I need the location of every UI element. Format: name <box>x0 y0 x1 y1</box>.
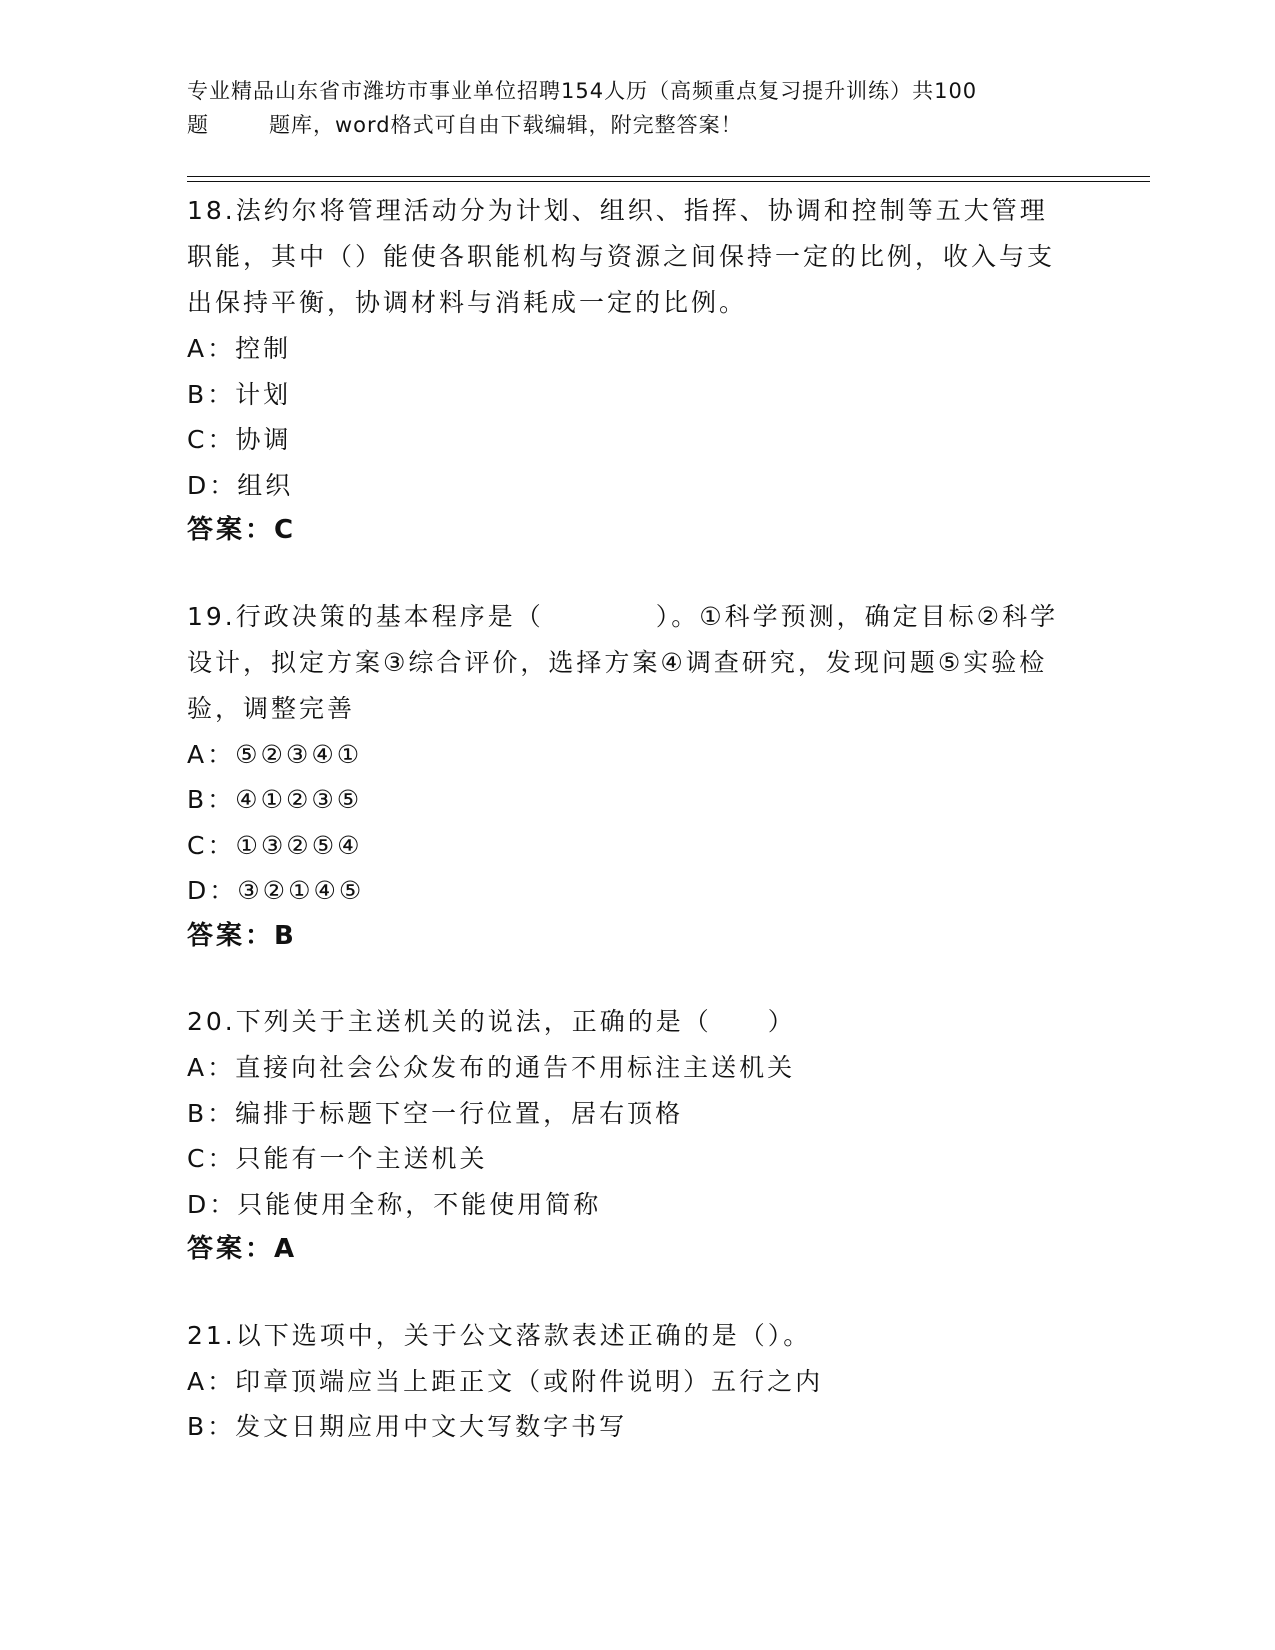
option-b: B：编排于标题下空一行位置，居右顶格 <box>187 1098 684 1128</box>
header-divider-top <box>187 176 1150 177</box>
answer-label: 答案：A <box>187 1234 298 1264</box>
question-21 <box>187 1313 1087 1450</box>
option-c: C：①③②⑤④ <box>187 830 363 860</box>
header-title-line-1: 专业精品山东省市潍坊市事业单位招聘154人历（高频重点复习提升训练）共100 <box>187 79 978 103</box>
answer-label: 答案：C <box>187 515 297 545</box>
header-title-line-2 <box>187 108 1087 142</box>
option-c: C：协调 <box>187 425 292 454</box>
question-text: 19.行政决策的基本程序是（ ）。①科学预测，确定目标②科学设计，拟定方案③综合评价，选择方案④调查研究，发现问题⑤实验检验，调整完善 <box>187 601 1059 723</box>
option-d: D：只能使用全称，不能使用简称 <box>187 1189 602 1219</box>
header-title-line-2-left: 题 <box>187 113 209 137</box>
question-19 <box>187 594 1087 960</box>
option-b: B：发文日期应用中文大写数字书写 <box>187 1412 628 1441</box>
option-a: A：直接向社会公众发布的通告不用标注主送机关 <box>187 1053 796 1082</box>
option-c: C：只能有一个主送机关 <box>187 1144 488 1173</box>
question-20 <box>187 999 1087 1273</box>
option-d: D：组织 <box>187 470 294 500</box>
document-header <box>187 74 1087 142</box>
option-b: B：④①②③⑤ <box>187 785 363 814</box>
question-text: 20.下列关于主送机关的说法，正确的是（ ） <box>187 1007 796 1036</box>
question-list <box>187 188 1087 1490</box>
question-18 <box>187 188 1087 554</box>
question-text: 18.法约尔将管理活动分为计划、组织、指挥、协调和控制等五大管理职能，其中（）能使各职能机构与资源之间保持一定的比例，收入与支出保持平衡，协调材料与消耗成一定的比例。 <box>187 196 1056 317</box>
option-b: B：计划 <box>187 379 292 409</box>
header-divider-bottom <box>187 181 1150 182</box>
header-title-line-2-right: 题库，word格式可自由下载编辑，附完整答案！ <box>269 113 743 137</box>
option-a: A：印章顶端应当上距正文（或附件说明）五行之内 <box>187 1366 824 1396</box>
option-a: A：⑤②③④① <box>187 739 363 769</box>
question-text: 21.以下选项中，关于公文落款表述正确的是（）。 <box>187 1320 812 1350</box>
option-a: A：控制 <box>187 334 292 363</box>
answer-label: 答案：B <box>187 920 297 951</box>
option-d: D：③②①④⑤ <box>187 876 365 905</box>
